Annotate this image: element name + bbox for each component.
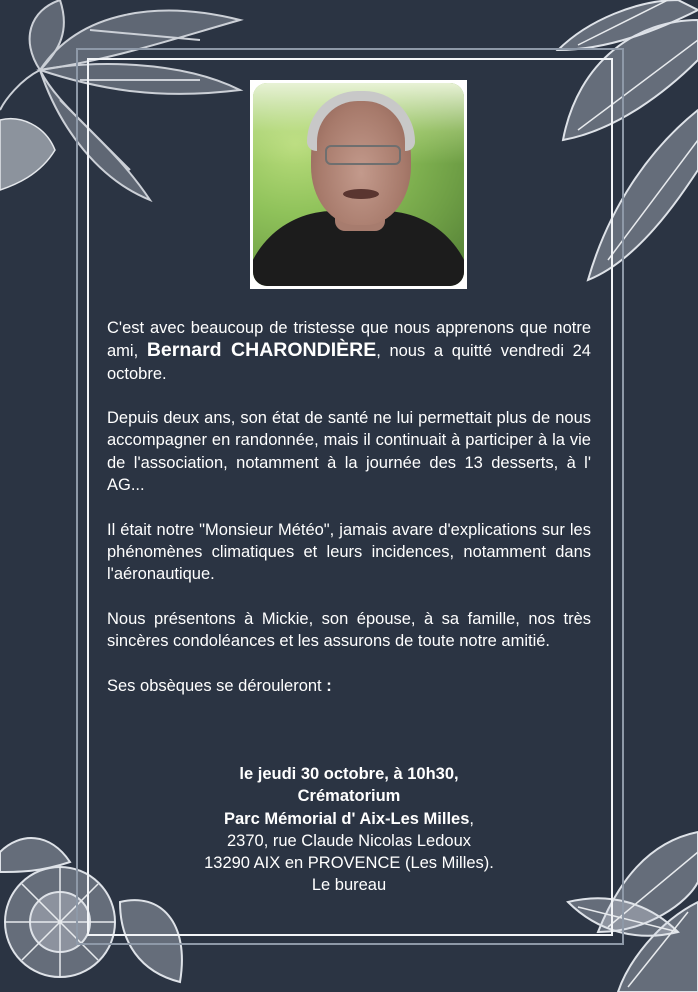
signature: Le bureau — [311, 876, 387, 895]
funeral-date-time: le jeudi 30 octobre, à 10h30, — [239, 765, 459, 783]
portrait-image — [253, 83, 464, 286]
funeral-city: 13290 AIX en PROVENCE (Les Milles). — [204, 854, 494, 873]
tribute-paragraph: Il était notre "Monsieur Météo", jamais avare d'explications sur les phénomènes climatiques et leurs incidences, notamment dans l'aéronautique. — [107, 520, 591, 584]
announcement-paragraph: C'est avec beaucoup de tristesse que nous apprenons que notre ami, Bernard CHARONDIÈRE, nous a quitté vendredi 24 octobre. — [107, 319, 591, 383]
health-paragraph: Depuis deux ans, son état de santé ne lui permettait plus de nous accompagner en randonnée, mais il continuait à participer à la vie de l'association, notamment à la journée des 13 desserts, à l' AG... — [107, 409, 591, 495]
condolences-paragraph: Nous présentons à Mickie, son épouse, à sa famille, nos très sincères condoléances et les assurons de toute notre amitié. — [107, 609, 591, 651]
funeral-place: Parc Mémorial d' Aix-Les Milles, — [224, 809, 474, 828]
funeral-details — [107, 763, 591, 897]
portrait-photo — [250, 80, 467, 289]
funeral-venue: Crématorium — [297, 787, 401, 806]
funeral-street: 2370, rue Claude Nicolas Ledoux — [227, 831, 471, 850]
funeral-intro: Ses obsèques se dérouleront : — [107, 676, 332, 695]
obituary-text — [107, 317, 591, 719]
deceased-name: Bernard CHARONDIÈRE — [146, 339, 377, 362]
